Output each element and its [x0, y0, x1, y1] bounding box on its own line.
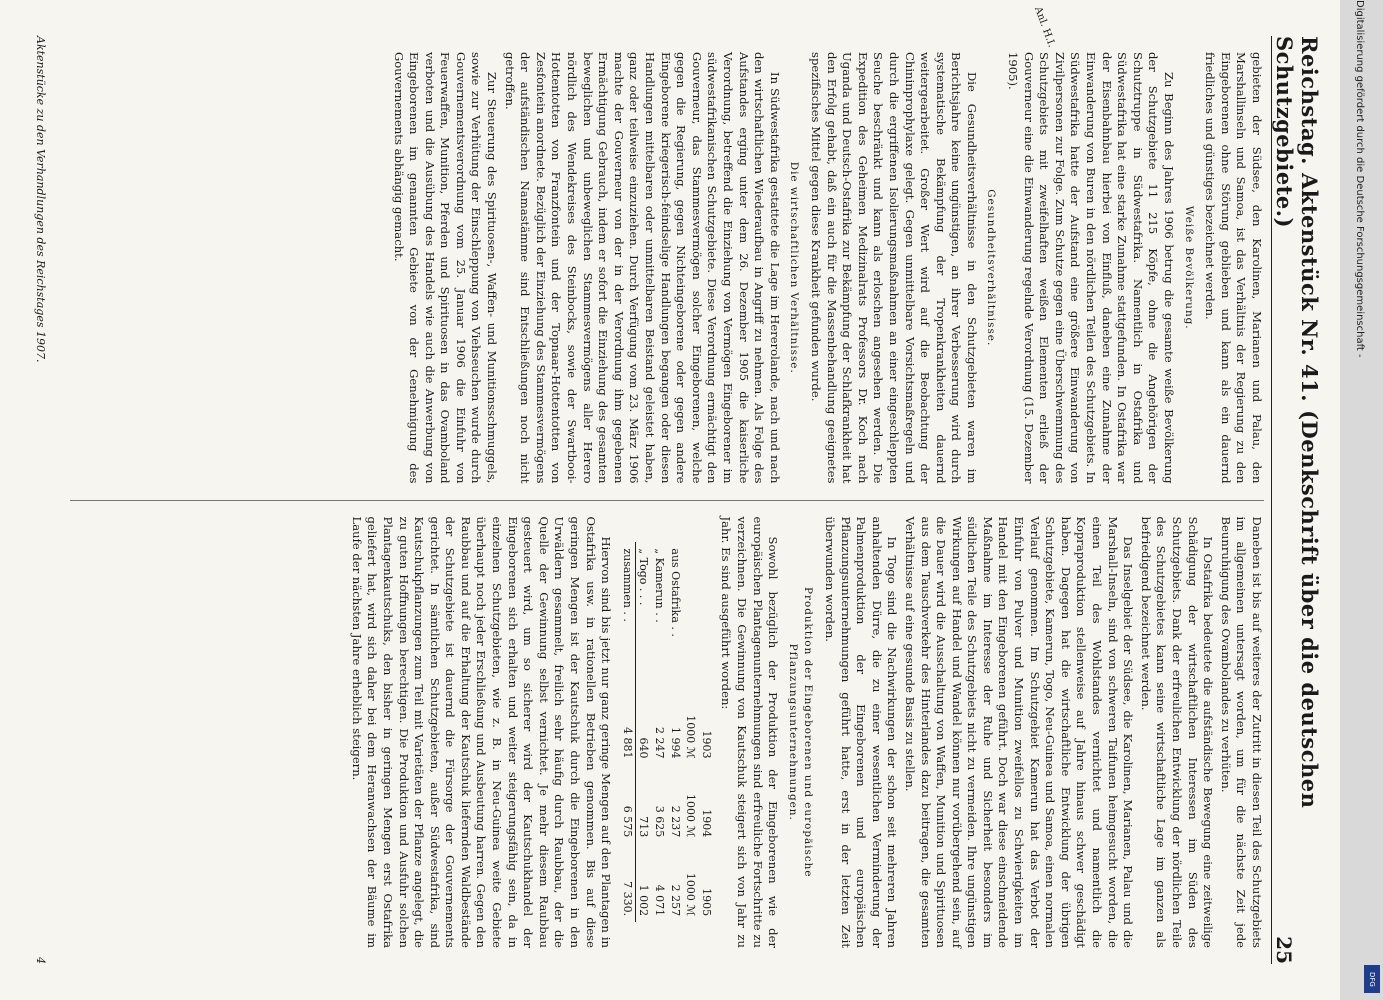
paragraph: Zur Steuerung des Spirituosen-, Waffen- und Munitionsschmuggels, sowie zur Verhütung der Einschleppung von Viehseuchen wurde durch Gouvernementsverordnung vom 25. Januar 1906 die Einfuhr von Feuerwaffen, Munition, Pferden und Spirituosen in das Ovamboland verboten und die Ausübung des Handels wie auch die Anwerbung von Eingeborenen im genannten Gebiete von der Genehmigung des Gouvernements abhängig gemacht. [391, 52, 500, 484]
table-cell: 640 [637, 737, 651, 759]
section-heading: Gesundheitsverhältnisse. [985, 189, 998, 347]
unit-header: 1000 ℳ [684, 794, 698, 838]
digitization-credit: Digitalisierung gefördert durch die Deutsche Forschungsgemeinschaft - [1354, 0, 1365, 358]
table-cell: 2 257 [668, 884, 682, 917]
total-label: zusammen . . [619, 542, 635, 685]
total-cell: 4 881 [619, 686, 635, 765]
text-columns [70, 36, 1264, 964]
paragraph: Daneben ist bis auf weiteres der Zutritt in diesen Teil des Schutzgebiets im allgemeinen untersagt worden, um für die nächste Zeit jede Beunruhigung des Ovambolandes zu verhüten. [1218, 516, 1264, 948]
paragraph: Sowohl bezüglich der Produktion der Eingeborenen wie der europäischen Plantagenunternehmungen sind erfreuliche Fortschritte zu verzeichnen. Die Gewinnung von Kautschuk steigert sich von Jahr zu Jahr. Es sind ausgeführt worden: [719, 516, 781, 948]
row-label: aus Ostafrika . . [668, 548, 682, 637]
left-column [70, 36, 1264, 500]
header-document-number: Aktenstück Nr. 41. [1297, 172, 1322, 403]
row-label: „ Kamerun . . [653, 548, 667, 623]
paragraph: In Südwestafrika gestattete die Lage im Hererolande, nach und nach den wirtschaftlichen Wiederaufbau in Angriff zu nehmen. Als Folge des Aufstandes erging unter dem 26. Dezember 1905 die kaiserliche Verordnung, betreffend die Einziehung von Vermögen Eingeborener im südwestafrikanischen Schutzgebiete. Diese Verordnung ermächtigt den Gouverneur, das Stammesvermögen solcher Eingeborenen, welche gegen die Regierung, gegen Nichteingeborene oder gegen andere Eingeborene kriegerisch-feindselige Handlungen begangen oder diesen Handlungen mittelbaren oder unmittelbaren Beistand geleistet haben, ganz oder teilweise einzuziehen. Durch Verfügung vom 23. März 1906 machte der Gouverneur von der in der Verordnung ihm gegebenen Ermächtigung Gebrauch, indem er sofort die Einziehung des gesamten beweglichen und unbeweglichen Stammesvermögens aller Herero nördlich des Wendekreises des Steinbocks, sowie der Swartbooi-Hottentotten von Franzfontein und der Topnaar-Hottentotten von Zesfontein anordnete. Bezüglich der Einziehung des Stammesvermögens der aufständischen Namastämme sind Entschließungen noch nicht getroffen. [502, 52, 782, 484]
paragraph: In Ostafrika bedeutete die aufständische Bewegung eine zeitweilige Schädigung der wirtschaftlichen Interessen im Süden des Schutzgebiets. Dank der erfreulichen Entwicklung der nördlichen Teile des Schutzgebietes kann seine wirtschaftliche Lage im ganzen als befriedigend bezeichnet werden. [1138, 516, 1216, 948]
footer-citation: Aktenstücke zu den Verhandlungen des Reichstages 1907. [34, 36, 47, 363]
table-cell: 1 002 [637, 884, 651, 917]
dfg-logo: DFG [1364, 965, 1380, 993]
year-header: 1903 [699, 730, 713, 759]
year-header: 1904 [699, 809, 713, 838]
rubber-export-table [619, 542, 714, 922]
table-cell: 1 994 [668, 726, 682, 759]
table-cell: 4 071 [653, 884, 667, 917]
year-header: 1905 [699, 888, 713, 917]
table-cell: 2 237 [668, 805, 682, 838]
table-cell: 2 247 [653, 726, 667, 759]
header-reichstag: Reichstag. [1297, 36, 1322, 165]
table-row [667, 542, 683, 922]
paragraph: Die Gesundheitsverhältnisse in den Schutzgebieten waren im Berichtsjahre keine ungünstigen, an ihrer Verbesserung wird durch systematische Bekämpfung der Tropenkrankheiten dauernd weitergearbeitet. Großer Wert wird auf die Beobachtung der Chininprophylaxe gelegt. Gegen unmittelbare Vorsichtsmaßregeln und durch die ergriffenen Isolierungsmaßnahmen an einer eingeschleppten Seuche beschränkt und kann als erloschen angesehen werden. Die Expedition des Geheimen Medizinalrats Professors Dr. Koch nach Uganda und Deutsch-Ostafrika zur Bekämpfung der Schlafkrankheit hat den Erfolg gehabt, daß ein auch für die Massenbehandlung geeignetes spezifisches Mittel gegen diese Krankheit gefunden wurde. [808, 52, 979, 484]
table-header-years [698, 542, 714, 922]
table-cell: 3 625 [653, 805, 667, 838]
section-heading: Produktion der Eingeborenen und europäische Pflanzungsunternehmungen. [786, 587, 815, 878]
paragraph: gebieten der Südsee, den Karolinen, Marianen und Palau, den Marshallinseln und Samoa, ist das Verhältnis der Regierung zu den Eingeborenen ohne Störung geblieben und kann als ein dauernd friedliches und günstiges bezeichnet werden. [1203, 52, 1264, 484]
total-cell: 7 330. [619, 843, 635, 922]
table-total-row [619, 542, 635, 922]
header-subtitle: (Denkschrift über die deutschen Schutzgebiete.) [1272, 36, 1322, 809]
page-header [1271, 36, 1322, 964]
section-heading: Weiße Bevölkerung. [1182, 205, 1195, 330]
paragraph: In Togo sind die Nachwirkungen der schon seit mehreren Jahren anhaltenden Dürre, die zu einer wesentlichen Verminderung der Palmenproduktion der Eingeborenen und europäischen Pflanzungsunternehmungen geführt hatte, erst in der letzten Zeit überwunden worden. [822, 516, 900, 948]
right-column [70, 500, 1264, 965]
margin-annotation: Anl. H.I. [1032, 5, 1057, 49]
unit-header: 1000 ℳ [684, 715, 698, 759]
table-header-units [683, 542, 699, 922]
paragraph: Das Inselgebiet der Südsee, die Karolinen, Marianen, Palau und die Marshall-Inseln, sind von schweren Taifunen heimgesucht worden, die einen Teil des Wohlstandes vernichtet und namentlich die Kopraproduktion stellenweise auf Jahre hinaus schwer geschädigt haben. Dagegen hat die wirtschaftliche Entwicklung der übrigen Schutzgebiete, Kamerun, Togo, Neu-Guinea und Samoa, einen normalen Verlauf genommen. Im Schutzgebiet Kamerun hat das Verbot der Einfuhr von Pulver und Munition zweifellos zu Schwierigkeiten im Handel mit den Eingeborenen geführt. Doch war diese einschneidende Maßnahme im Interesse der Ruhe und Sicherheit besonders im südlichen Teile des Schutzgebiets nicht zu vermeiden. Ihre ungünstigen Wirkungen auf Handel und Wandel können nur vorübergehend sein, auf die Dauer wird die Ausschaltung von Waffen, Munition und Spirituosen aus dem Tauschverkehr des Hinterlandes dazu beitragen, die gesamten Verhältnisse auf eine gesunde Basis zu stellen. [902, 516, 1136, 948]
footer-signature-mark: 4 [34, 957, 47, 964]
row-label: „ Togo . . . [637, 548, 651, 606]
unit-header: 1000 ℳ [684, 872, 698, 917]
paragraph: Hiervon sind bis jetzt nur ganz geringe Mengen auf den Plantagen in Ostafrika usw. in rationellen Betrieben genommen. Bis auf diese geringen Mengen ist der Kautschuk durch die Eingeborenen in den Urwäldern gesammelt, freilich sehr häufig durch Raubbau, der die Quelle der Gewinnung selbst vernichtet. Je mehr diesem Raubbau gesteuert wird, um so sicherer wird der Kautschukhandel der Eingeborenen sich erhalten und weiter steigerungsfähig sein, da in einzelnen Schutzgebieten, wie z. B. in Neu-Guinea weite Gebiete überhaupt noch jeder Erschließung und Ausbeutung harren. Gegen den Raubbau und auf die Erhaltung der Kautschuk liefernden Waldbestände der Schutzgebiete ist dauernd die Fürsorge der Gouvernements gerichtet. In sämtlichen Schutzgebieten, außer Südwestafrika, sind Kautschukpflanzungen zum Teil mit Varietäten der Pflanze angelegt, die zu guten Hoffnungen berechtigen. Die Produktion und Ausfuhr solchen Plantagenkautschuks, den bisher in geringen Mengen erst Ostafrika geliefert hat, wird sich daher bei dem Heranwachsen der Bäume im Laufe der nächsten Jahre erheblich steigern. [349, 516, 614, 948]
total-cell: 6 575 [619, 764, 635, 843]
section-heading: Die wirtschaftlichen Verhältnisse. [788, 161, 801, 374]
paragraph: Zu Beginn des Jahres 1906 betrug die gesamte weiße Bevölkerung der Schutzgebiete 11 215 Köpfe, ohne die Angehörigen der Schutztruppe in Südwestafrika. Namentlich in Ostafrika und Südwestafrika hat eine starke Zunahme stattgefunden. In Ostafrika war der Eisenbahnbau hierbei von Einfluß, daneben eine Zunahme der Einwanderung von Buren in den nördlichen Teilen des Schutzgebiets. In Südwestafrika hatte der Aufstand eine größere Einwanderung von Zivilpersonen zur Folge. Zum Schutze gegen eine Überschwemmung des Schutzgebiets mit zweifelhaften weißen Elementen erließ der Gouverneur eine die Einwanderung regelnde Verordnung (15. Dezember 1905). [1006, 52, 1177, 484]
page-number: 25 [1272, 936, 1296, 964]
table-cell: 713 [637, 816, 651, 838]
table-row [635, 542, 651, 922]
page-footer [34, 36, 47, 964]
header-title [1272, 36, 1322, 936]
table-row [651, 542, 667, 922]
